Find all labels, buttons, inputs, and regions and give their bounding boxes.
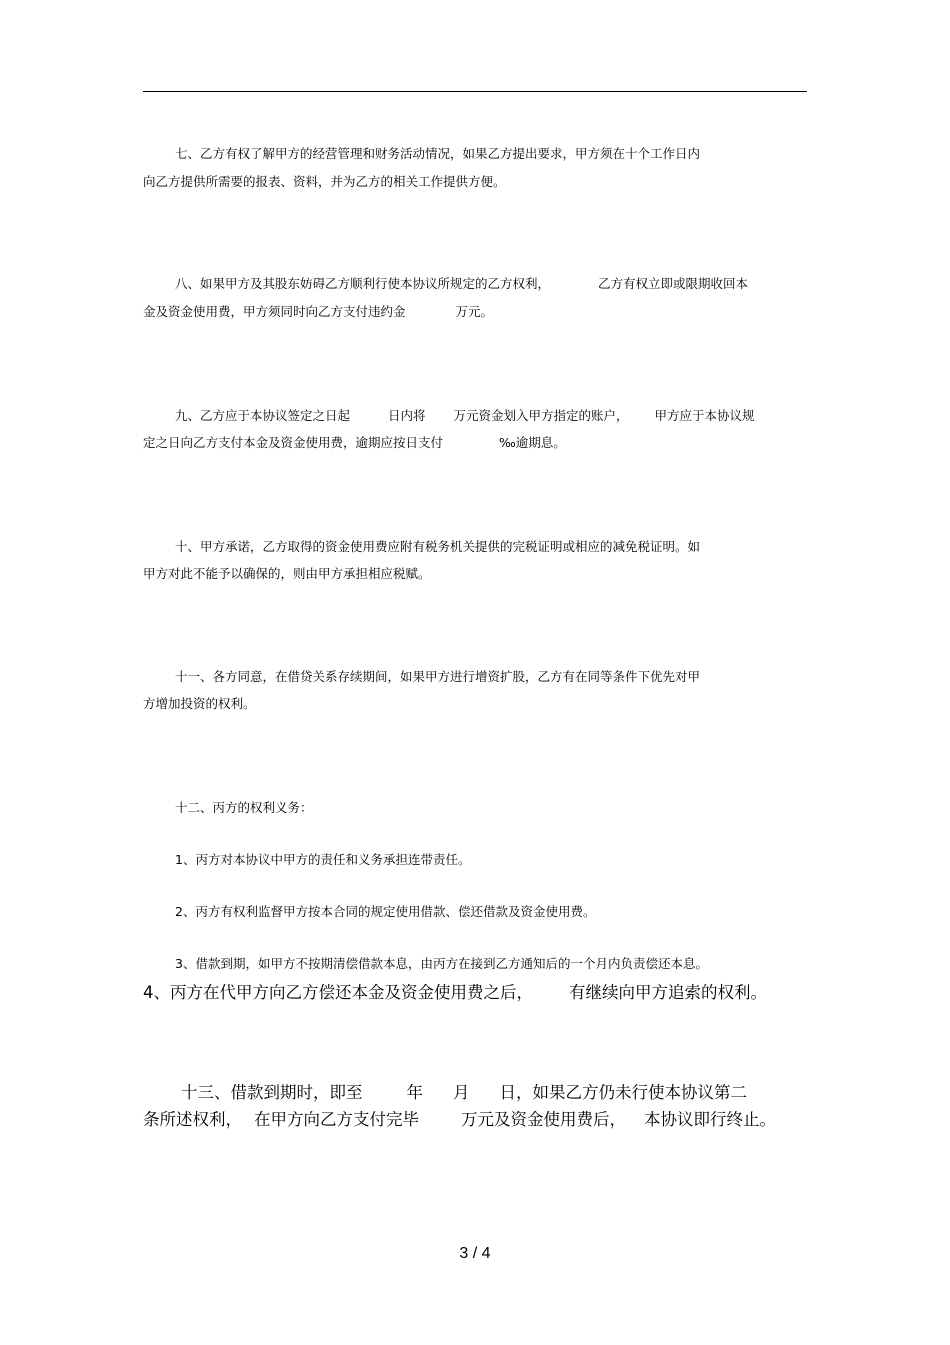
clause-13-line-2 <box>143 1110 776 1130</box>
clause-8-text-2a: 金及资金使用费，甲方须同时向乙方支付违约金 <box>143 304 406 319</box>
clause-7-line-1: 七、乙方有权了解甲方的经营管理和财务活动情况，如果乙方提出要求，甲方须在十个工作日内 <box>175 146 701 161</box>
clause-9-text-1a: 九、乙方应于本协议签定之日起 <box>175 408 351 423</box>
clause-11-line-2: 方增加投资的权利。 <box>143 696 256 711</box>
clause-13-text-1c: 月 <box>453 1083 470 1102</box>
clause-8-text-1a: 八、如果甲方及其股东妨碍乙方顺利行使本协议所规定的乙方权利， <box>175 276 551 291</box>
clause-12-title: 十二、丙方的权利义务： <box>175 800 313 815</box>
clause-9-text-2b: ‰逾期息。 <box>499 435 566 450</box>
clause-13-text-1d: 日，如果乙方仍未行使本协议第二 <box>499 1083 747 1102</box>
clause-8-line-1 <box>175 276 748 292</box>
clause-13-text-1a: 十三、借款到期时，即至 <box>181 1083 363 1102</box>
clause-9-line-2 <box>143 435 566 451</box>
clause-8-text-2b: 万元。 <box>455 304 494 319</box>
clause-12-text-4a: 4、丙方在代甲方向乙方偿还本金及资金使用费之后， <box>143 983 533 1002</box>
clause-9-text-1d: 甲方应于本协议规 <box>654 408 755 423</box>
clause-12-item-1: 1、丙方对本协议中甲方的责任和义务承担连带责任。 <box>175 852 471 867</box>
page-number: 3 / 4 <box>459 1245 491 1262</box>
clause-9-text-2a: 定之日向乙方支付本金及资金使用费，逾期应按日支付 <box>143 435 444 450</box>
clause-8-line-2 <box>143 304 493 320</box>
clause-7-line-2: 向乙方提供所需要的报表、资料，并为乙方的相关工作提供方便。 <box>143 174 506 189</box>
clause-12-text-4b: 有继续向甲方追索的权利。 <box>569 983 767 1002</box>
clause-13-text-2d: 本协议即行终止。 <box>644 1110 776 1129</box>
clause-11-line-1: 十一、各方同意，在借贷关系存续期间，如果甲方进行增资扩股，乙方有在同等条件下优先对甲 <box>175 669 701 684</box>
clause-9-line-1 <box>175 408 755 424</box>
clause-13-text-2c: 万元及资金使用费后， <box>461 1110 626 1129</box>
clause-12-item-2: 2、丙方有权利监督甲方按本合同的规定使用借款、偿还借款及资金使用费。 <box>175 904 596 919</box>
clause-12-item-4 <box>143 983 767 1003</box>
header-rule <box>143 91 807 92</box>
clause-13-text-2b: 在甲方向乙方支付完毕 <box>254 1110 419 1129</box>
clause-8-text-1b: 乙方有权立即或限期收回本 <box>598 276 749 291</box>
clause-9-text-1b: 日内将 <box>388 408 426 423</box>
clause-13-text-1b: 年 <box>406 1083 423 1102</box>
clause-9-text-1c: 万元资金划入甲方指定的账户， <box>453 408 629 423</box>
clause-10-line-1: 十、甲方承诺，乙方取得的资金使用费应附有税务机关提供的完税证明或相应的减免税证明。如 <box>175 539 701 554</box>
clause-12-item-3: 3、借款到期，如甲方不按期清偿借款本息，由丙方在接到乙方通知后的一个月内负责偿还本息。 <box>175 956 708 971</box>
clause-13-text-2a: 条所述权利， <box>143 1110 242 1129</box>
clause-13-line-1 <box>181 1083 747 1103</box>
clause-10-line-2: 甲方对此不能予以确保的，则由甲方承担相应税赋。 <box>143 566 431 581</box>
